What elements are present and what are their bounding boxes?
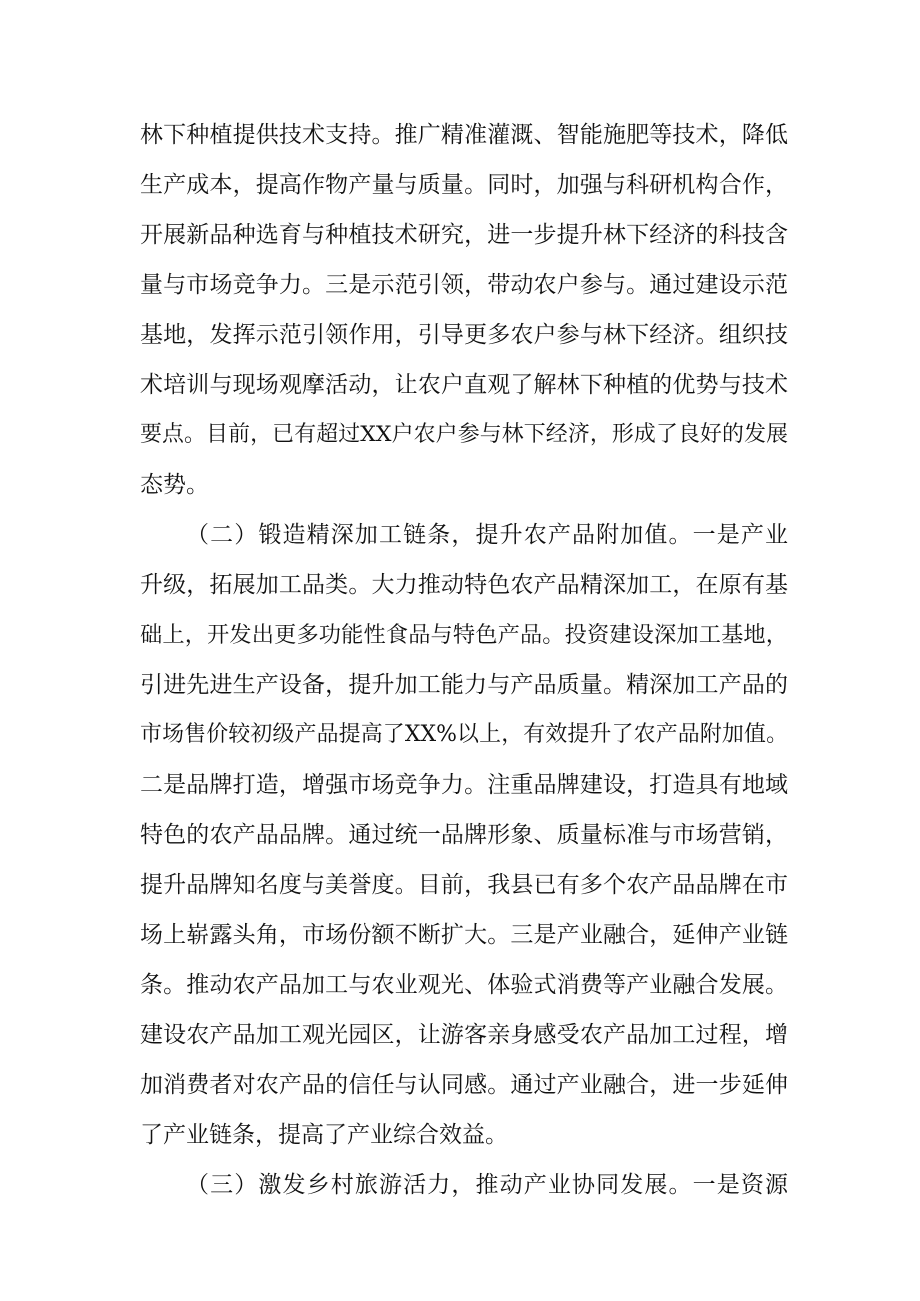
text-line: 量与市场竞争力。三是示范引领，带动农户参与。通过建设示范	[140, 272, 788, 298]
text-line: 开展新品种选育与种植技术研究，进一步提升林下经济的科技含	[140, 222, 788, 248]
text-line: 础上，开发出更多功能性食品与特色产品。投资建设深加工基地，	[140, 622, 788, 648]
text-line: 市场售价较初级产品提高了XX%以上，有效提升了农产品附加值。	[140, 722, 788, 747]
text-line: 林下种植提供技术支持。推广精准灌溉、智能施肥等技术，降低	[140, 122, 788, 148]
text-line: 二是品牌打造，增强市场竞争力。注重品牌建设，打造具有地域	[140, 772, 788, 798]
text-line: 生产成本，提高作物产量与质量。同时，加强与科研机构合作，	[140, 172, 788, 198]
text-line: 提升品牌知名度与美誉度。目前，我县已有多个农产品品牌在市	[140, 872, 788, 898]
text-line: 升级，拓展加工品类。大力推动特色农产品精深加工，在原有基	[140, 572, 788, 598]
text-line: 引进先进生产设备，提升加工能力与产品质量。精深加工产品的	[140, 672, 788, 698]
text-line: 特色的农产品品牌。通过统一品牌形象、质量标准与市场营销，	[140, 822, 788, 848]
text-line: 了产业链条，提高了产业综合效益。	[140, 1122, 508, 1148]
text-line: 条。推动农产品加工与农业观光、体验式消费等产业融合发展。	[140, 972, 788, 998]
text-line: 建设农产品加工观光园区，让游客亲身感受农产品加工过程，增	[140, 1022, 788, 1048]
text-line: 术培训与现场观摩活动，让农户直观了解林下种植的优势与技术	[140, 372, 788, 398]
section-heading-line: （三）激发乡村旅游活力，推动产业协同发展。一是资源	[186, 1172, 788, 1198]
text-line: 加消费者对农产品的信任与认同感。通过产业融合，进一步延伸	[140, 1072, 788, 1098]
text-line: 场上崭露头角，市场份额不断扩大。三是产业融合，延伸产业链	[140, 922, 788, 948]
text-line: 基地，发挥示范引领作用，引导更多农户参与林下经济。组织技	[140, 322, 788, 348]
text-line: 要点。目前，已有超过XX户农户参与林下经济，形成了良好的发展	[140, 422, 788, 447]
document-body	[140, 110, 788, 1210]
section-heading-line: （二）锻造精深加工链条，提升农产品附加值。一是产业	[186, 522, 788, 548]
text-line: 态势。	[140, 472, 209, 498]
